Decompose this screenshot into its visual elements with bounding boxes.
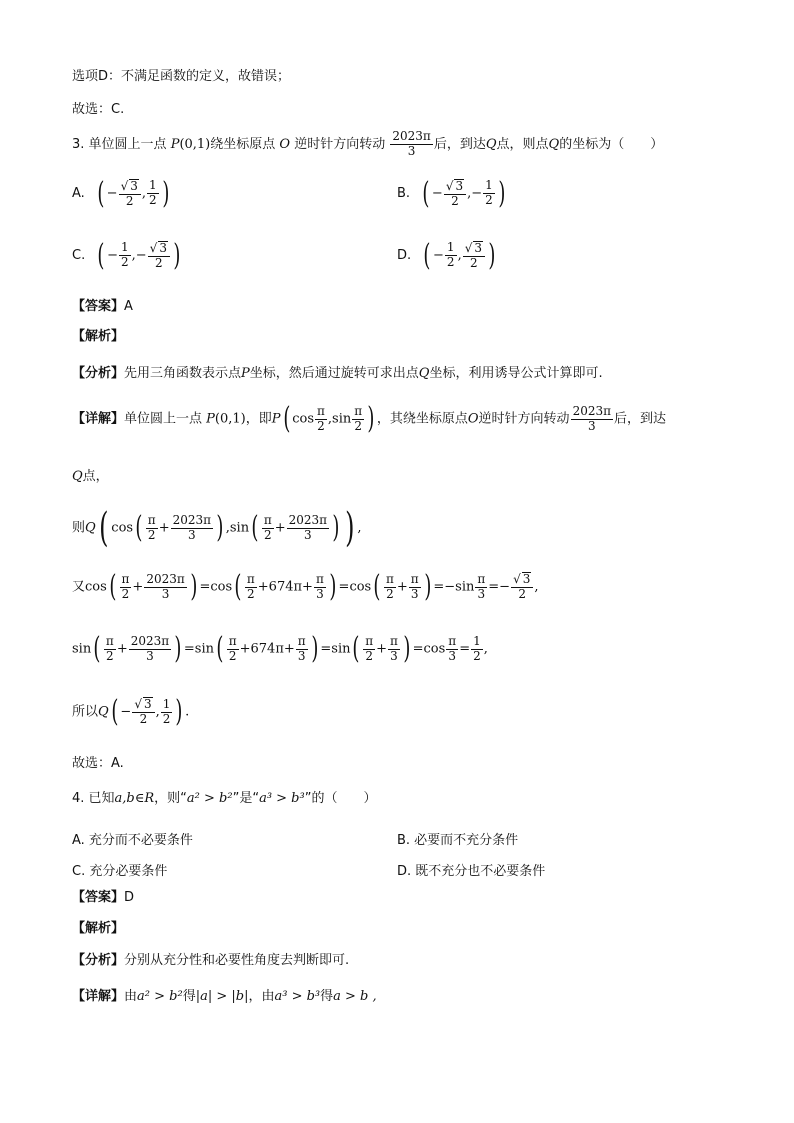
jiexi-line bbox=[72, 330, 124, 343]
op: + bbox=[376, 641, 387, 657]
op: + bbox=[396, 579, 408, 595]
text: 点， bbox=[82, 469, 109, 484]
math-var: P bbox=[206, 411, 215, 427]
numerator: π bbox=[410, 571, 419, 586]
text: 后，到达 bbox=[614, 411, 667, 427]
denominator: 2 bbox=[162, 711, 171, 726]
fraction bbox=[129, 635, 171, 664]
fraction bbox=[227, 635, 239, 664]
text: 后，到达 bbox=[433, 136, 486, 152]
math-expr: a² > b² bbox=[137, 989, 183, 1004]
fraction bbox=[463, 241, 485, 271]
numerator: π bbox=[385, 571, 394, 586]
fraction bbox=[475, 573, 487, 602]
fraction bbox=[444, 179, 466, 209]
fraction bbox=[409, 573, 421, 602]
denominator: 2 bbox=[155, 255, 163, 270]
numerator: 2023π bbox=[288, 512, 328, 527]
comma: , bbox=[225, 520, 230, 536]
q4-option-a bbox=[72, 829, 193, 848]
denominator: 3 bbox=[304, 527, 312, 542]
sign: − bbox=[433, 248, 444, 263]
radicand: 3 bbox=[522, 572, 531, 587]
text: 所以 bbox=[72, 704, 99, 720]
func: sin bbox=[331, 641, 351, 657]
comma: , bbox=[327, 411, 333, 427]
op: = bbox=[459, 641, 471, 657]
numerator: 1 bbox=[485, 178, 493, 193]
fraction bbox=[384, 573, 396, 602]
math-var: Q bbox=[85, 520, 96, 536]
radicand: 3 bbox=[159, 240, 167, 255]
option-a: A. ( − $\frac{√ 3}{2}$ , $\frac{1}{2}$ ) bbox=[72, 176, 170, 211]
fraction bbox=[120, 573, 132, 602]
option-c: C. ( − $\frac{1}{2}$ ,− $\frac{√ 3}{2}$ ) bbox=[72, 238, 181, 273]
sign: − bbox=[135, 248, 147, 263]
op: = bbox=[433, 579, 445, 595]
math-var: P bbox=[241, 366, 250, 381]
denominator: 2 bbox=[485, 193, 493, 207]
denominator: 2 bbox=[263, 527, 272, 542]
denominator: 3 bbox=[187, 527, 196, 542]
sign: − bbox=[444, 579, 456, 595]
option-label: D. bbox=[397, 248, 412, 263]
text: A. 充分而不必要条件 bbox=[72, 833, 193, 848]
text: 故选：A. bbox=[72, 756, 124, 771]
math-var: P bbox=[271, 411, 281, 427]
denominator: 2 bbox=[149, 193, 157, 207]
func: cos bbox=[85, 579, 107, 595]
numerator: √ 3 bbox=[148, 241, 170, 257]
math-point: (0,1) bbox=[214, 411, 246, 427]
numerator: √ 3 bbox=[463, 241, 485, 257]
func: sin bbox=[229, 520, 250, 536]
op: + bbox=[132, 579, 144, 595]
text: 先用三角函数表示点 bbox=[124, 366, 242, 381]
denominator: 3 bbox=[477, 586, 486, 601]
answer-line bbox=[72, 300, 133, 313]
op: + bbox=[283, 641, 295, 657]
xiangjie-tag: 【详解】 bbox=[72, 411, 125, 427]
math-var: Q bbox=[548, 136, 560, 152]
op: = bbox=[488, 579, 500, 595]
denominator: 2 bbox=[147, 527, 156, 542]
fraction bbox=[315, 405, 327, 434]
fraction bbox=[388, 635, 400, 664]
ze-line: 则Q( cos( $\frac{\pi}{2}$ + $\frac{2023\pi}{3}$ ) ,sin( $\frac{\pi}{2}$ + $\frac{2023\pi}{3}$ ) ) , bbox=[72, 505, 362, 551]
sign: − bbox=[107, 248, 118, 263]
text-line bbox=[72, 70, 290, 83]
numerator: 1 bbox=[473, 633, 481, 648]
xiangjie-line bbox=[72, 990, 377, 1003]
fraction bbox=[171, 514, 213, 543]
denominator: 2 bbox=[473, 648, 481, 663]
denominator: 2 bbox=[317, 418, 325, 433]
numerator: 1 bbox=[162, 696, 171, 711]
answer-value: D bbox=[124, 890, 135, 905]
numerator: 2023π bbox=[130, 633, 170, 648]
text: 由 bbox=[124, 989, 138, 1004]
op: = bbox=[320, 641, 332, 657]
denominator: 3 bbox=[316, 586, 324, 601]
fraction bbox=[262, 514, 274, 543]
text: ，其绕坐标原点 bbox=[376, 411, 468, 427]
math-var: Q bbox=[98, 704, 109, 720]
denominator: 2 bbox=[106, 648, 114, 663]
numerator: 2023π bbox=[146, 571, 185, 586]
radicand: 3 bbox=[130, 178, 138, 193]
denominator: 2 bbox=[228, 648, 237, 663]
numerator: π bbox=[365, 633, 374, 648]
fenxi-line bbox=[72, 367, 603, 380]
text: 单位圆上一点 bbox=[124, 411, 203, 427]
text: 又 bbox=[72, 579, 86, 595]
denominator: 2 bbox=[354, 418, 363, 433]
jiexi-line bbox=[72, 922, 124, 935]
fraction bbox=[296, 635, 308, 664]
text: 坐标，利用诱导公式计算即可. bbox=[429, 366, 603, 381]
op: + bbox=[239, 641, 251, 657]
math-expr: a² > b² bbox=[186, 791, 233, 806]
xiangjie-tag: 【详解】 bbox=[72, 989, 125, 1004]
numerator: √ 3 bbox=[132, 697, 154, 713]
denominator: 2 bbox=[125, 193, 134, 208]
denominator: 3 bbox=[587, 418, 596, 433]
denominator: 3 bbox=[146, 648, 154, 663]
fraction bbox=[390, 130, 432, 159]
fraction bbox=[352, 405, 364, 434]
numerator: π bbox=[354, 403, 363, 418]
sin-line: sin( $\frac{\pi}{2}$ + $\frac{2023\pi}{3}$ ) =sin( $\frac{\pi}{2}$ +674π+ $\frac{\pi}{3}$ ) =sin( $\frac{\pi}{2}$ + $\frac{\pi}{3}$ ) =cos $\frac{\pi}{3}$ = $\frac{1}{2}$ , bbox=[72, 631, 488, 666]
comma: , bbox=[155, 704, 160, 720]
sign: − bbox=[120, 704, 132, 720]
comma: , bbox=[467, 186, 472, 201]
xiangjie-line-1: 【详解】单位圆上一点 P(0,1)，即P( cos $\frac{\pi}{2}$ ,sin $\frac{\pi}{2}$ ) ，其绕坐标原点O逆时针方向转动 $\frac{2023\pi}{3}$ 后，到达 bbox=[72, 401, 667, 436]
term: 674π bbox=[250, 641, 284, 657]
text: 的坐标为（ ） bbox=[559, 136, 664, 152]
question-4-stem bbox=[72, 792, 376, 805]
fraction bbox=[119, 241, 131, 270]
numerator: π bbox=[297, 633, 306, 648]
math-expr: a,b∈R bbox=[114, 791, 155, 806]
func: cos bbox=[111, 520, 134, 536]
numerator: π bbox=[315, 571, 324, 586]
fraction bbox=[363, 635, 375, 664]
option-label: A. bbox=[72, 186, 85, 201]
numerator: 2023π bbox=[392, 129, 431, 143]
text: 选项D：不满足函数的定义，故错误； bbox=[72, 69, 291, 84]
numerator: π bbox=[390, 633, 398, 648]
func: sin bbox=[332, 411, 352, 427]
comma: , bbox=[131, 248, 136, 263]
text: 4. 已知 bbox=[72, 791, 115, 806]
math-expr: a³ > b³ bbox=[259, 791, 305, 806]
op: = bbox=[412, 641, 424, 657]
fraction bbox=[132, 697, 154, 727]
func: sin bbox=[455, 579, 475, 595]
numerator: π bbox=[246, 571, 255, 586]
fraction bbox=[471, 635, 483, 664]
denominator: 2 bbox=[446, 255, 455, 269]
fraction bbox=[148, 241, 170, 271]
fenxi-tag: 【分析】 bbox=[72, 366, 125, 381]
op: + bbox=[158, 520, 170, 536]
math-var: Q bbox=[72, 469, 83, 484]
answer-value: A bbox=[124, 299, 133, 314]
numerator: √ 3 bbox=[119, 179, 141, 195]
term: 674π bbox=[268, 579, 303, 595]
comma: , bbox=[457, 248, 462, 263]
numerator: π bbox=[477, 571, 486, 586]
fraction bbox=[245, 573, 257, 602]
option-label: C. bbox=[72, 248, 86, 263]
jiexi-tag: 【解析】 bbox=[72, 329, 125, 344]
text-line bbox=[72, 757, 124, 770]
text: D. 既不充分也不必要条件 bbox=[397, 864, 546, 879]
period: . bbox=[185, 704, 190, 720]
denominator: 2 bbox=[470, 255, 478, 270]
fraction bbox=[287, 514, 329, 543]
text: 得 bbox=[182, 989, 196, 1004]
text: 故选：C. bbox=[72, 102, 125, 117]
text: ，即 bbox=[245, 411, 272, 427]
op: + bbox=[274, 520, 286, 536]
sign: − bbox=[471, 186, 483, 201]
numerator: π bbox=[228, 633, 237, 648]
math-var: Q bbox=[418, 366, 430, 381]
denominator: 3 bbox=[407, 143, 416, 158]
func: cos bbox=[292, 411, 315, 427]
text: ”是“ bbox=[232, 791, 260, 806]
func: cos bbox=[210, 579, 233, 595]
func: sin bbox=[194, 641, 214, 657]
fraction bbox=[146, 514, 158, 543]
numerator: π bbox=[317, 403, 325, 418]
radicand: 3 bbox=[143, 697, 152, 712]
you-line: 又cos( $\frac{\pi}{2}$ + $\frac{2023\pi}{3}$ ) =cos( $\frac{\pi}{2}$ +674π+ $\frac{\pi}{3}$ ) =cos( $\frac{\pi}{2}$ + $\frac{\pi}{3}$ ) =−sin $\frac{\pi}{3}$ =− $\frac{√ 3}{2}$ , bbox=[72, 569, 539, 604]
func: cos bbox=[349, 579, 372, 595]
text: 坐标，然后通过旋转可求出点 bbox=[249, 366, 419, 381]
text: 逆时针方向转动 bbox=[294, 136, 386, 152]
fenxi-line bbox=[72, 954, 349, 967]
denominator: 2 bbox=[451, 193, 459, 208]
text: 分别从充分性和必要性角度去判断即可. bbox=[124, 953, 350, 968]
answer-tag: 【答案】 bbox=[72, 299, 125, 314]
q4-option-b bbox=[397, 829, 518, 848]
numerator: π bbox=[121, 571, 130, 586]
fraction bbox=[483, 179, 495, 208]
op: + bbox=[302, 579, 313, 595]
math-var: O bbox=[467, 411, 479, 427]
sign: − bbox=[106, 186, 118, 201]
option-label: B. bbox=[397, 186, 411, 201]
math-point: (0,1) bbox=[179, 136, 211, 152]
math-expr: a³ > b³ bbox=[274, 989, 321, 1004]
numerator: π bbox=[448, 633, 457, 648]
text: ，则“ bbox=[154, 791, 187, 806]
fraction bbox=[161, 698, 173, 727]
math-expr: |a| > |b| bbox=[195, 989, 249, 1004]
sign: − bbox=[431, 186, 443, 201]
op: + bbox=[257, 579, 269, 595]
numerator: 1 bbox=[120, 240, 129, 255]
sign: − bbox=[499, 579, 511, 595]
q4-option-d bbox=[397, 860, 545, 879]
denominator: 3 bbox=[448, 648, 457, 663]
numerator: π bbox=[105, 633, 114, 648]
numerator: 2023π bbox=[572, 403, 611, 418]
text: C. 充分必要条件 bbox=[72, 864, 168, 879]
option-d: D. ( − $\frac{1}{2}$ , $\frac{√ 3}{2}$ ) bbox=[397, 238, 496, 273]
denominator: 2 bbox=[365, 648, 373, 663]
op: = bbox=[338, 579, 350, 595]
math-expr: a > b , bbox=[333, 989, 377, 1004]
numerator: π bbox=[263, 512, 272, 527]
func: cos bbox=[423, 641, 446, 657]
jiexi-tag: 【解析】 bbox=[72, 921, 125, 936]
text: 则 bbox=[72, 520, 86, 536]
q4-option-c bbox=[72, 860, 167, 879]
func: sin bbox=[72, 641, 92, 657]
fraction bbox=[147, 179, 159, 208]
text: 逆时针方向转动 bbox=[478, 411, 570, 427]
text-line bbox=[72, 103, 124, 116]
fraction bbox=[445, 241, 457, 270]
math-var: P bbox=[170, 136, 180, 152]
xiangjie-line-2 bbox=[72, 470, 109, 483]
op: = bbox=[199, 579, 211, 595]
denominator: 3 bbox=[410, 586, 419, 601]
op: = bbox=[183, 641, 195, 657]
denominator: 2 bbox=[139, 712, 148, 726]
answer-line bbox=[72, 891, 134, 904]
denominator: 2 bbox=[518, 587, 527, 601]
radicand: 3 bbox=[455, 178, 464, 193]
fraction bbox=[119, 179, 141, 209]
denominator: 3 bbox=[297, 648, 306, 663]
fraction bbox=[314, 573, 326, 602]
text: ”的（ ） bbox=[304, 791, 377, 806]
math-var: O bbox=[279, 136, 291, 152]
answer-tag: 【答案】 bbox=[72, 890, 125, 905]
text: ，由 bbox=[248, 989, 275, 1004]
fraction bbox=[104, 635, 116, 664]
denominator: 3 bbox=[390, 648, 398, 663]
math-var: Q bbox=[485, 136, 497, 152]
question-3-stem bbox=[72, 130, 663, 159]
text: B. 必要而不充分条件 bbox=[397, 833, 519, 848]
op: + bbox=[116, 641, 128, 657]
denominator: 2 bbox=[120, 255, 129, 269]
text: 绕坐标原点 bbox=[210, 136, 276, 152]
text: 点，则点 bbox=[496, 136, 549, 152]
text: 得 bbox=[320, 989, 334, 1004]
denominator: 2 bbox=[247, 586, 255, 601]
fenxi-tag: 【分析】 bbox=[72, 953, 125, 968]
fraction bbox=[144, 573, 186, 602]
numerator: 1 bbox=[149, 178, 157, 193]
fraction bbox=[511, 572, 533, 602]
radicand: 3 bbox=[474, 240, 482, 255]
suoyi-line: 所以Q( − $\frac{√ 3}{2}$ , $\frac{1}{2}$ ) . bbox=[72, 694, 190, 729]
text: 3. 单位圆上一点 bbox=[72, 136, 167, 152]
denominator: 3 bbox=[161, 586, 170, 601]
comma: , bbox=[141, 186, 146, 201]
numerator: √ 3 bbox=[444, 179, 466, 195]
numerator: π bbox=[147, 512, 156, 527]
denominator: 2 bbox=[121, 586, 130, 601]
numerator: 2023π bbox=[172, 512, 212, 527]
fraction bbox=[446, 635, 458, 664]
denominator: 2 bbox=[386, 586, 394, 601]
numerator: 1 bbox=[446, 240, 455, 255]
numerator: √ 3 bbox=[511, 572, 533, 588]
fraction bbox=[571, 405, 613, 434]
option-b: B. ( − $\frac{√ 3}{2}$ ,− $\frac{1}{2}$ ) bbox=[397, 176, 506, 211]
